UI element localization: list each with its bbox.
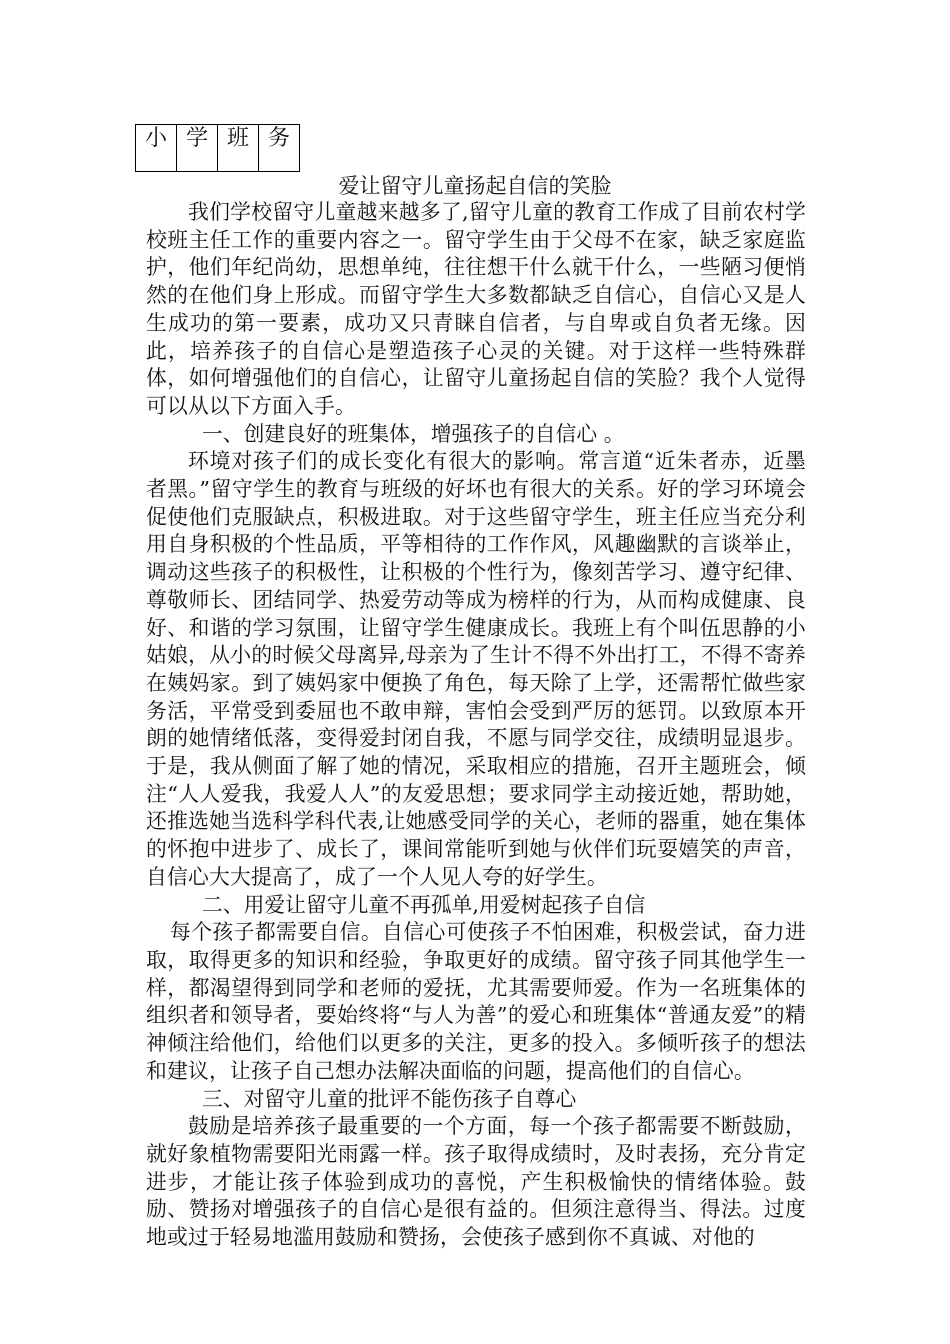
category-cell: 小 bbox=[136, 125, 177, 172]
section-paragraph-1: 环境对孩子们的成长变化有很大的影响。常言道“近朱者赤，近墨者黑。”留守学生的教育与班级的好坏也有很大的关系。好的学习环境会促使他们克服缺点，积极进取。对于这些留守学生，班主任应当充分利用自身积极的个性品质，平等相待的工作作风，风趣幽默的言谈举止，调动这些孩子的积极性，让积极的个性行为，像刻苦学习、遵守纪律、尊敬师长、团结同学、热爱劳动等成为榜样的行为，从而构成健康、良好、和谐的学习氛围，让留守学生健康成长。我班上有个叫伍思静的小姑娘，从小的时候父母离异,母亲为了生计不得不外出打工，不得不寄养在姨妈家。到了姨妈家中便换了角色，每天除了上学，还需帮忙做些家务活，平常受到委屈也不敢申辩，害怕会受到严厉的惩罚。以致原本开朗的她情绪低落，变得爱封闭自我，不愿与同学交往，成绩明显退步。于是，我从侧面了解了她的情况，采取相应的措施，召开主题班会，倾注“人人爱我，我爱人人”的友爱思想；要求同学主动接近她，帮助她，还推选她当选科学科代表,让她感受同学的关心，老师的器重，她在集体的怀抱中进步了、成长了，课间常能听到她与伙伴们玩耍嬉笑的声音，自信心大大提高了，成了一个人见人夸的好学生。 bbox=[146, 449, 806, 889]
category-cell: 务 bbox=[259, 125, 300, 172]
section-paragraph-2: 每个孩子都需要自信。自信心可使孩子不怕困难，积极尝试，奋力进取，取得更多的知识和经验，争取更好的成绩。留守孩子同其他学生一样，都渴望得到同学和老师的爱抚，尤其需要师爱。作为一名班集体的组织者和领导者，要始终将“与人为善”的爱心和班集体“普通友爱”的精神倾注给他们，给他们以更多的关注，更多的投入。多倾听孩子的想法和建议，让孩子自己想办法解决面临的问题，提高他们的自信心。 bbox=[146, 920, 806, 1083]
category-label-table bbox=[135, 124, 300, 172]
section-heading-3: 三、对留守儿童的批评不能伤孩子自尊心 bbox=[202, 1086, 577, 1111]
intro-paragraph: 我们学校留守儿童越来越多了,留守儿童的教育工作成了目前农村学校班主任工作的重要内容之一。留守学生由于父母不在家，缺乏家庭监护，他们年纪尚幼，思想单纯，往往想干什么就干什么，一些陋习便悄然的在他们身上形成。而留守学生大多数都缺乏自信心，自信心又是人生成功的第一要素，成功又只青睐自信者，与自卑或自负者无缘。因此，培养孩子的自信心是塑造孩子心灵的关键。对于这样一些特殊群体，如何增强他们的自信心，让留守儿童扬起自信的笑脸？我个人觉得可以从以下方面入手。 bbox=[146, 200, 806, 418]
document-body bbox=[146, 199, 806, 1252]
category-cell: 班 bbox=[218, 125, 259, 172]
document-title: 爱让留守儿童扬起自信的笑脸 bbox=[338, 174, 612, 198]
section-heading-2: 二、用爱让留守儿童不再孤单,用爱树起孩子自信 bbox=[202, 892, 646, 917]
category-label-row bbox=[136, 125, 300, 172]
section-paragraph-3: 鼓励是培养孩子最重要的一个方面，每一个孩子都需要不断鼓励，就好象植物需要阳光雨露一样。孩子取得成绩时，及时表扬，充分肯定进步，才能让孩子体验到成功的喜悦，产生积极愉快的情绪体验。鼓励、赞扬对增强孩子的自信心是很有益的。但须注意得当、得法。过度地或过于轻易地滥用鼓励和赞扬，会使孩子感到你不真诚、对他的 bbox=[146, 1114, 806, 1250]
category-cell: 学 bbox=[177, 125, 218, 172]
section-heading-1: 一、创建良好的班集体，增强孩子的自信心 。 bbox=[202, 421, 625, 446]
